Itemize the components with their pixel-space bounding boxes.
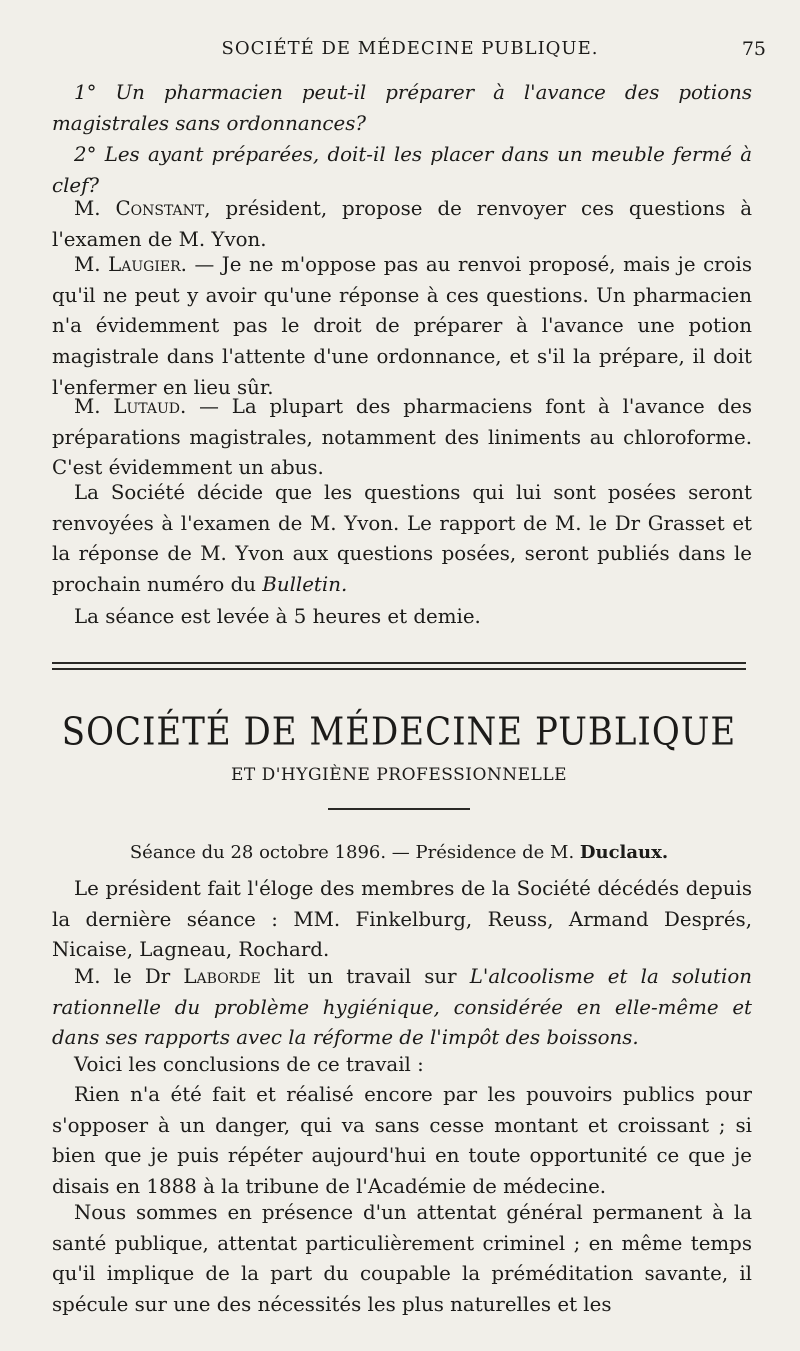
double-rule-bottom: [52, 668, 746, 670]
text-lutaud: — La plupart des pharmaciens font à l'avance des préparations magistrales, notamment des liniments au chloroforme. C'est évidemment un abus.: [52, 395, 752, 480]
speaker-lutaud: M. Lutaud.: [74, 395, 187, 418]
session-text: Séance du 28 octobre 1896. — Présidence de M.: [129, 842, 580, 863]
section-divider: [328, 808, 470, 810]
speaker-laugier: M. Laugier.: [74, 253, 187, 276]
speaker-constant: M. Constant,: [74, 197, 211, 220]
page-number: 75: [741, 38, 766, 60]
session-president: Duclaux.: [579, 842, 669, 863]
paragraph-nous: Nous sommes en présence d'un attentat général permanent à la santé publique, attentat particulièrement criminel ; en même temps qu'il implique de la part du coupable la préméditation savante, il spécule sur une des nécessités les plus naturelles et les: [52, 1201, 752, 1317]
question-1: 1° Un pharmacien peut-il préparer à l'avance des potions magistrales sans ordonnances?: [52, 81, 752, 135]
text-constant: président, propose de renvoyer ces questions à l'examen de M. Yvon.: [52, 197, 753, 251]
work-title: L'alcoolisme et la solution rationnelle du problème hygiénique, considérée en elle-même et dans ses rapports avec la réforme de l'impôt des boissons.: [52, 965, 752, 1050]
session-line: [52, 842, 746, 863]
section-title: SOCIÉTÉ DE MÉDECINE PUBLIQUE: [61, 709, 737, 755]
running-title: SOCIÉTÉ DE MÉDECINE PUBLIQUE.: [221, 38, 599, 59]
text-societe: La Société décide que les questions qui lui sont posées seront renvoyées à l'examen de M. Yvon. Le rapport de M. le Dr Grasset et la réponse de M. Yvon aux questions posées, seront publiés dans le prochain numéro du: [52, 481, 752, 597]
question-2: 2° Les ayant préparées, doit-il les placer dans un meuble fermé à clef?: [52, 143, 752, 197]
paragraph-levee: La séance est levée à 5 heures et demie.: [74, 605, 481, 628]
paragraph-societe: [52, 478, 752, 601]
text-laborde-b: lit un travail sur: [260, 965, 470, 988]
text-laborde-a: M. le Dr: [74, 965, 184, 988]
double-rule-top: [52, 662, 746, 664]
text-laugier: — Je ne m'oppose pas au renvoi proposé, mais je crois qu'il ne peut y avoir qu'une réponse à ces questions. Un pharmacien n'a évidemment pas le droit de préparer à l'avance une potion magistrale dans l'attente d'une ordonnance, et s'il la prépare, il doit l'enfermer en lieu sûr.: [52, 253, 752, 399]
paragraph-laugier: [52, 250, 752, 404]
paragraph-constant: [52, 194, 752, 255]
paragraph-voici: Voici les conclusions de ce travail :: [74, 1053, 424, 1076]
paragraph-laborde: [52, 962, 752, 1054]
speaker-laborde: Laborde: [183, 965, 261, 988]
bulletin-title: Bulletin.: [262, 573, 348, 597]
running-header: [52, 38, 768, 68]
paragraph-eloge: Le président fait l'éloge des membres de la Société décédés depuis la dernière séance : MM. Finkelburg, Reuss, Armand Després, Nicaise, Lagneau, Rochard.: [52, 877, 752, 962]
paragraph-rien: Rien n'a été fait et réalisé encore par les pouvoirs publics pour s'opposer à un danger, qui va sans cesse montant et croissant ; si bien que je puis répéter aujourd'hui en toute opportunité ce que je disais en 1888 à la tribune de l'Académie de médecine.: [52, 1083, 752, 1199]
paragraph-lutaud: [52, 392, 752, 484]
section-subtitle: ET D'HYGIÈNE PROFESSIONNELLE: [230, 765, 568, 785]
